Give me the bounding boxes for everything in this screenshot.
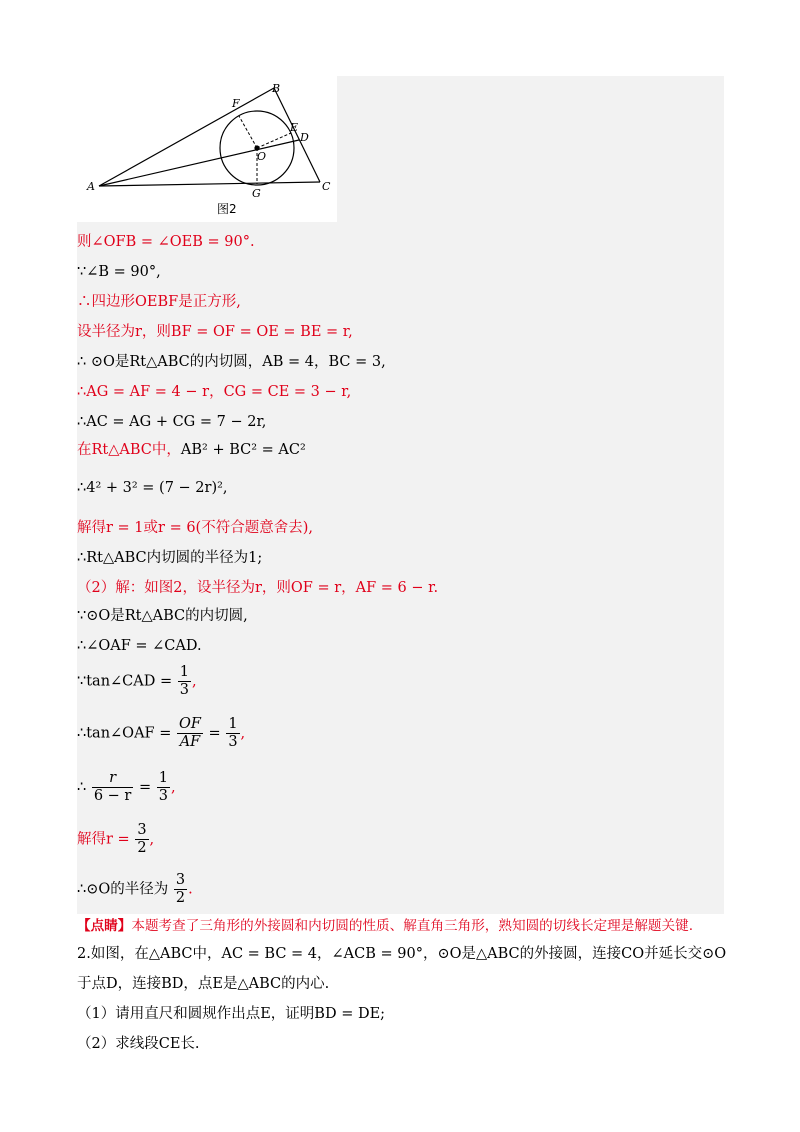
fraction-r-6-minus-r: $\frac{r}{6 - r}$	[93, 770, 132, 804]
solution-line-7: ∴AC = AG + CG = 7 − 2r,	[77, 414, 267, 430]
solution-line-2: ∵∠B = 90°,	[77, 264, 161, 280]
solution-line-3: ∴四边形OEBF是正方形,	[77, 294, 241, 310]
solution-line-9: ∴4² + 3² = (7 − 2r)²,	[77, 480, 228, 496]
solution-line-4: 设半径为r，则BF = OF = OE = BE = r,	[77, 324, 353, 340]
fraction-three-half: $\frac{3}{2}$	[137, 822, 147, 856]
figure-caption: 图2	[217, 202, 237, 216]
note-line	[77, 916, 693, 936]
label-o: O	[257, 150, 267, 163]
fraction-one-third-3: $\frac{1}{3}$	[158, 770, 168, 804]
fraction-three-half-2: $\frac{3}{2}$	[175, 872, 186, 906]
label-b: B	[272, 82, 281, 95]
solution-line-12: （2）解：如图2，设半径为r，则OF = r，AF = 6 − r.	[77, 580, 439, 596]
side-ac	[99, 182, 320, 186]
line-ad	[99, 140, 299, 186]
side-ab	[99, 88, 274, 186]
note-body: 本题考查了三角形的外接圆和内切圆的性质、解直角三角形，熟知圆的切线长定理是解题关键.	[131, 918, 694, 934]
label-f: F	[232, 97, 240, 110]
solution-line-13: ∵⊙O是Rt△ABC的内切圆,	[77, 608, 248, 624]
question-intro: 2.如图，在△ABC中，AC = BC = 4，∠ACB = 90°，⊙O是△ABC的外接圆，连接CO并延长交⊙O	[77, 946, 727, 962]
solution-line-15: ∵tan∠CAD = $\frac{1}{3}$ ,	[77, 664, 197, 698]
solution-line-1: 则∠OFB = ∠OEB = 90°.	[77, 234, 255, 250]
label-g: G	[252, 187, 261, 200]
triangle-incircle-diagram	[77, 76, 337, 222]
fraction-one-third-2: $\frac{1}{3}$	[228, 716, 238, 750]
note-tag: 【点睛】	[77, 918, 132, 934]
solution-line-16: ∴tan∠OAF = $\frac{OF}{AF}$ = $\frac{1}{3}$ ,	[77, 716, 246, 750]
label-e: E	[290, 121, 299, 134]
side-bc	[274, 88, 320, 182]
label-c: C	[322, 180, 331, 193]
fraction-of-af: $\frac{OF}{AF}$	[178, 716, 201, 750]
solution-line-8: 在Rt△ABC中，AB² + BC² = AC²	[77, 442, 306, 458]
geometry-figure	[77, 76, 337, 222]
label-a: A	[87, 180, 95, 193]
solution-line-19: ∴⊙O的半径为 $\frac{3}{2}$ .	[77, 872, 193, 906]
fraction-one-third: $\frac{1}{3}$	[179, 664, 189, 698]
question-part-1: （1）请用直尺和圆规作出点E，证明BD = DE;	[77, 1006, 386, 1022]
solution-line-17: ∴ $\frac{r}{6 - r}$ = $\frac{1}{3}$ ,	[77, 770, 176, 804]
solution-line-6: ∴AG = AF = 4 − r，CG = CE = 3 − r,	[77, 384, 352, 400]
label-d: D	[300, 131, 309, 144]
solution-line-14: ∴∠OAF = ∠CAD.	[77, 638, 202, 654]
solution-line-5: ∴ ⊙O是Rt△ABC的内切圆，AB = 4，BC = 3,	[77, 354, 386, 370]
question-part-2: （2）求线段CE长.	[77, 1036, 200, 1052]
solution-line-11: ∴Rt△ABC内切圆的半径为1;	[77, 550, 263, 566]
radius-of	[239, 116, 257, 148]
solution-line-10: 解得r = 1或r = 6(不符合题意舍去),	[77, 520, 313, 536]
question-intro-2: 于点D，连接BD，点E是△ABC的内心.	[77, 976, 330, 992]
solution-line-18: 解得r = $\frac{3}{2}$ ,	[77, 822, 155, 856]
